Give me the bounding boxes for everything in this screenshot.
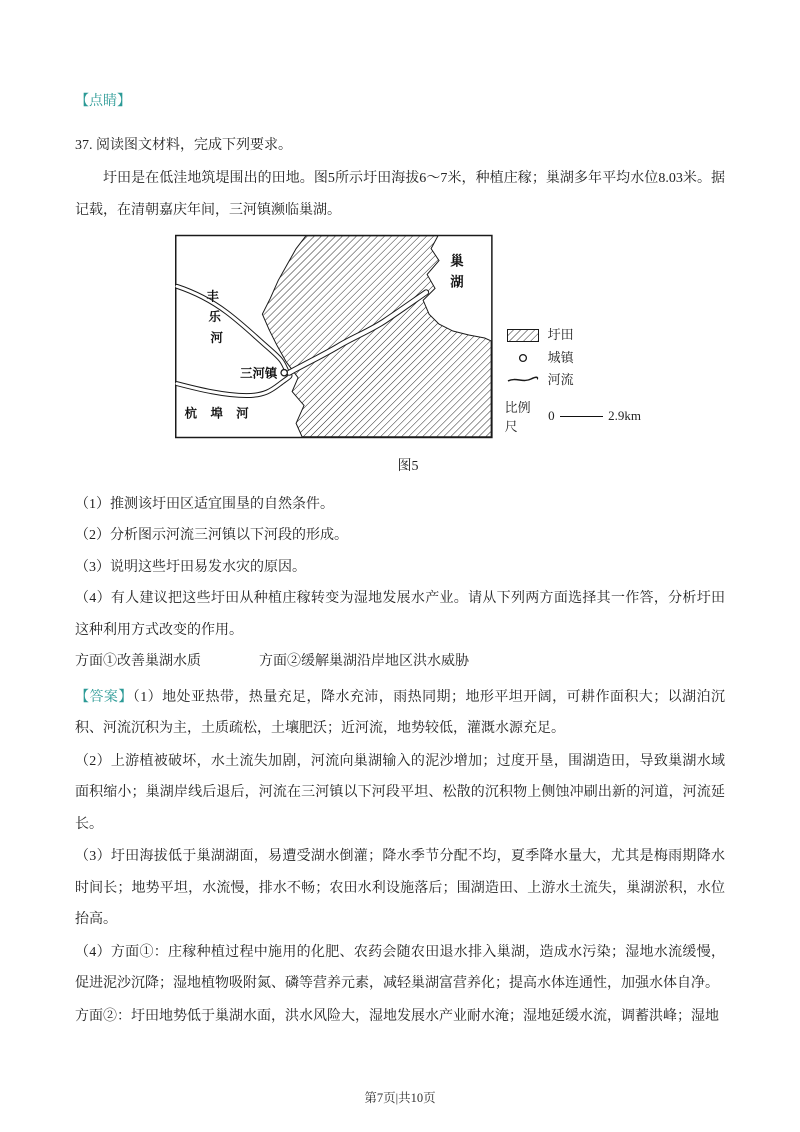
answer-paragraph-4: （4）方面①：庄稼种植过程中施用的化肥、农药会随农田退水排入巢湖，造成水污染；湿地水流缓慢，促进泥沙沉降；湿地植物吸附氮、磷等营养元素，减轻巢湖富营养化；提高水体连通性，加强水体自净。 xyxy=(75,944,725,991)
hangbu-river-label-char: 埠 xyxy=(210,406,223,421)
map-legend xyxy=(505,327,641,435)
legend-item-town xyxy=(505,350,641,366)
legend-item-polder xyxy=(505,327,641,343)
hangbu-river-label-char: 河 xyxy=(236,406,249,421)
subquestion-1: （1）推测该圩田区适宜围垦的自然条件。 xyxy=(75,496,334,512)
subquestion-4: （4）有人建议把这些圩田从种植庄稼转变为湿地发展水产业。请从下列两方面选择其一作答，分析圩田这种利用方式改变的作用。 xyxy=(75,591,725,638)
legend-item-scale xyxy=(505,397,641,435)
town-symbol-icon xyxy=(505,352,541,364)
answer-paragraph-5: 方面②：圩田地势低于巢湖水面，洪水风险大，湿地发展水产业耐水淹；湿地延缓水流，调蓄洪峰；湿地 xyxy=(75,1008,719,1024)
town-marker xyxy=(281,370,287,376)
answer-paragraph-1-text: （1）地处亚热带，热量充足，降水充沛，雨热同期；地形平坦开阔，可耕作面积大；以湖泊沉积、河流沉积为主，土质疏松，土壤肥沃；近河流，地势较低，灌溉水源充足。 xyxy=(75,689,726,736)
legend-polder-label: 圩田 xyxy=(547,327,574,343)
question-heading: 37. 阅读图文材料，完成下列要求。 xyxy=(75,137,292,153)
fengle-river-label-char: 丰 xyxy=(206,289,219,304)
legend-river-label: 河流 xyxy=(547,372,574,388)
answer-label: 【答案】 xyxy=(75,689,133,705)
answer-paragraph-1 xyxy=(75,682,725,745)
option-a: 方面①改善巢湖水质 xyxy=(75,654,201,669)
scale-title: 比例尺 xyxy=(504,400,531,434)
scale-start: 0 xyxy=(548,408,555,423)
dianjing-label: 【点睛】 xyxy=(75,94,131,109)
fengle-river-label-char: 河 xyxy=(210,330,223,345)
subquestion-2: （2）分析图示河流三河镇以下河段的形成。 xyxy=(75,528,348,543)
figure-caption: 图5 xyxy=(397,459,419,474)
legend-item-river xyxy=(505,372,641,388)
answer-paragraph-2: （2）上游植被破坏，水土流失加剧，河流向巢湖输入的泥沙增加；过度开垦，围湖造田，导致巢湖水域面积缩小；巢湖岸线后退后，河流在三河镇以下河段平坦、松散的沉积物上侧蚀冲刷出新的河道，河流延长。 xyxy=(75,753,725,832)
page-footer: 第7页|共10页 xyxy=(364,1091,436,1105)
subquestion-3: （3）说明这些圩田易发水灾的原因。 xyxy=(75,559,306,575)
lake-label-char: 巢 xyxy=(450,253,464,269)
map-figure xyxy=(175,234,641,483)
town-label: 三河镇 xyxy=(240,366,278,381)
answer-paragraph-3: （3）圩田海拔低于巢湖湖面，易遭受湖水倒灌；降水季节分配不均，夏季降水量大，尤其是梅雨期降水时间长；地势平坦，水流慢，排水不畅；农田水利设施落后；围湖造田、上游水土流失，巢湖淤积，水位抬高。 xyxy=(75,849,725,927)
scale-bar xyxy=(560,416,603,417)
fengle-river-label-char: 乐 xyxy=(208,310,221,325)
river-symbol-icon xyxy=(505,375,541,385)
option-b: 方面②缓解巢湖沿岸地区洪水威胁 xyxy=(259,654,469,669)
map-svg xyxy=(175,234,493,439)
polder-swatch-icon xyxy=(505,329,541,342)
hangbu-river-label-char: 杭 xyxy=(184,406,198,421)
lake-label-char: 湖 xyxy=(450,274,464,290)
scale-end: 2.9km xyxy=(608,408,641,423)
legend-town-label: 城镇 xyxy=(547,349,574,365)
options-line xyxy=(75,646,725,678)
question-intro: 圩田是在低洼地筑堤围出的田地。图5所示圩田海拔6～7米，种植庄稼；巢湖多年平均水位8.03米。据记载，在清朝嘉庆年间，三河镇濒临巢湖。 xyxy=(75,171,725,218)
